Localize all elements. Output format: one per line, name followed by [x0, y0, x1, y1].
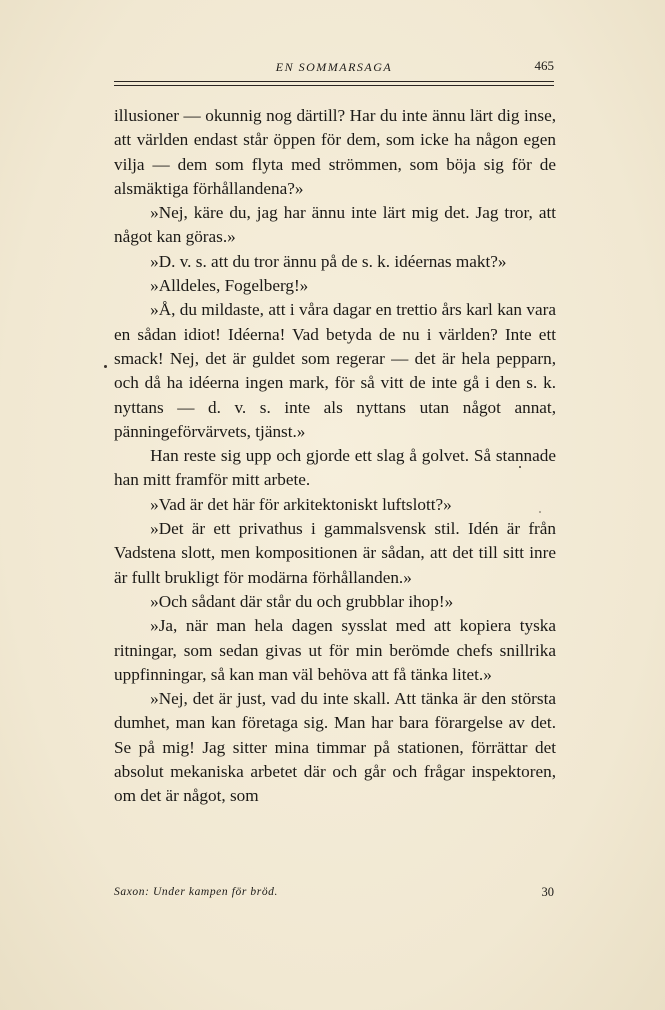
paragraph: »Vad är det här för arkitektoniskt luftslott?» [150, 494, 452, 514]
paragraph-continuation: illusioner — okunnig nog därtill? Har du inte ännu lärt dig inse, att världen endast står öppen för dem, som icke ha någon egen vilja — dem som flyta med strömmen, som böja sig för de alsmäktiga förhållandena?» [114, 106, 556, 198]
paragraph: »Det är ett privathus i gammalsvensk stil. Idén är från Vadstena slott, men kompositionen är sådan, att det till sitt inre är fullt brukligt för modärna förhållanden.» [114, 519, 556, 587]
footer-sheet-number: 30 [541, 885, 554, 899]
paragraph: »Å, du mildaste, att i våra dagar en trettio års karl kan vara en sådan idiot! Idéerna! Vad betyda de nu i världen? Inte ett smack! Nej, det är guldet som regerar — det är hela pepparn, och då ha idéerna ingen mark, för så vitt de inte gå i den s. k. nyttans — d. v. s. inte als nyttans utan något annat, pänningeförvärvets, tjänst.» [114, 300, 556, 441]
body-text [114, 104, 556, 809]
running-title: EN SOMMARSAGA [275, 60, 393, 74]
footer-signature: Saxon: Under kampen för bröd. [114, 886, 279, 898]
header-rule-top [114, 81, 554, 82]
paragraph: Han reste sig upp och gjorde ett slag å golvet. Så stannade han mitt framför mitt arbete. [114, 446, 556, 490]
page-number: 465 [534, 58, 554, 73]
header-rule-bottom [114, 85, 554, 86]
ink-speck [104, 365, 107, 368]
ink-speck [519, 466, 521, 468]
paragraph: »D. v. s. att du tror ännu på de s. k. idéernas makt?» [150, 251, 507, 271]
paragraph: »Alldeles, Fogelberg!» [150, 276, 309, 296]
paragraph: »Ja, när man hela dagen sysslat med att kopiera tyska ritningar, som sedan givas ut för min berömde chefs snillrika uppfinningar, så kan man väl behöva att få tänka litet.» [114, 616, 556, 684]
ink-speck [539, 511, 541, 513]
paragraph: »Nej, det är just, vad du inte skall. Att tänka är den största dumhet, man kan företaga sig. Man har bara förargelse av det. Se på mig! Jag sitter mina timmar på stationen, förrättar det absolut mekaniska arbetet där och går och frågar inspektoren, om det är något, som [114, 689, 556, 806]
page-header [114, 56, 554, 78]
paragraph: »Och sådant där står du och grubblar ihop!» [150, 591, 454, 611]
paragraph: »Nej, käre du, jag har ännu inte lärt mig det. Jag tror, att något kan göras.» [114, 203, 556, 247]
